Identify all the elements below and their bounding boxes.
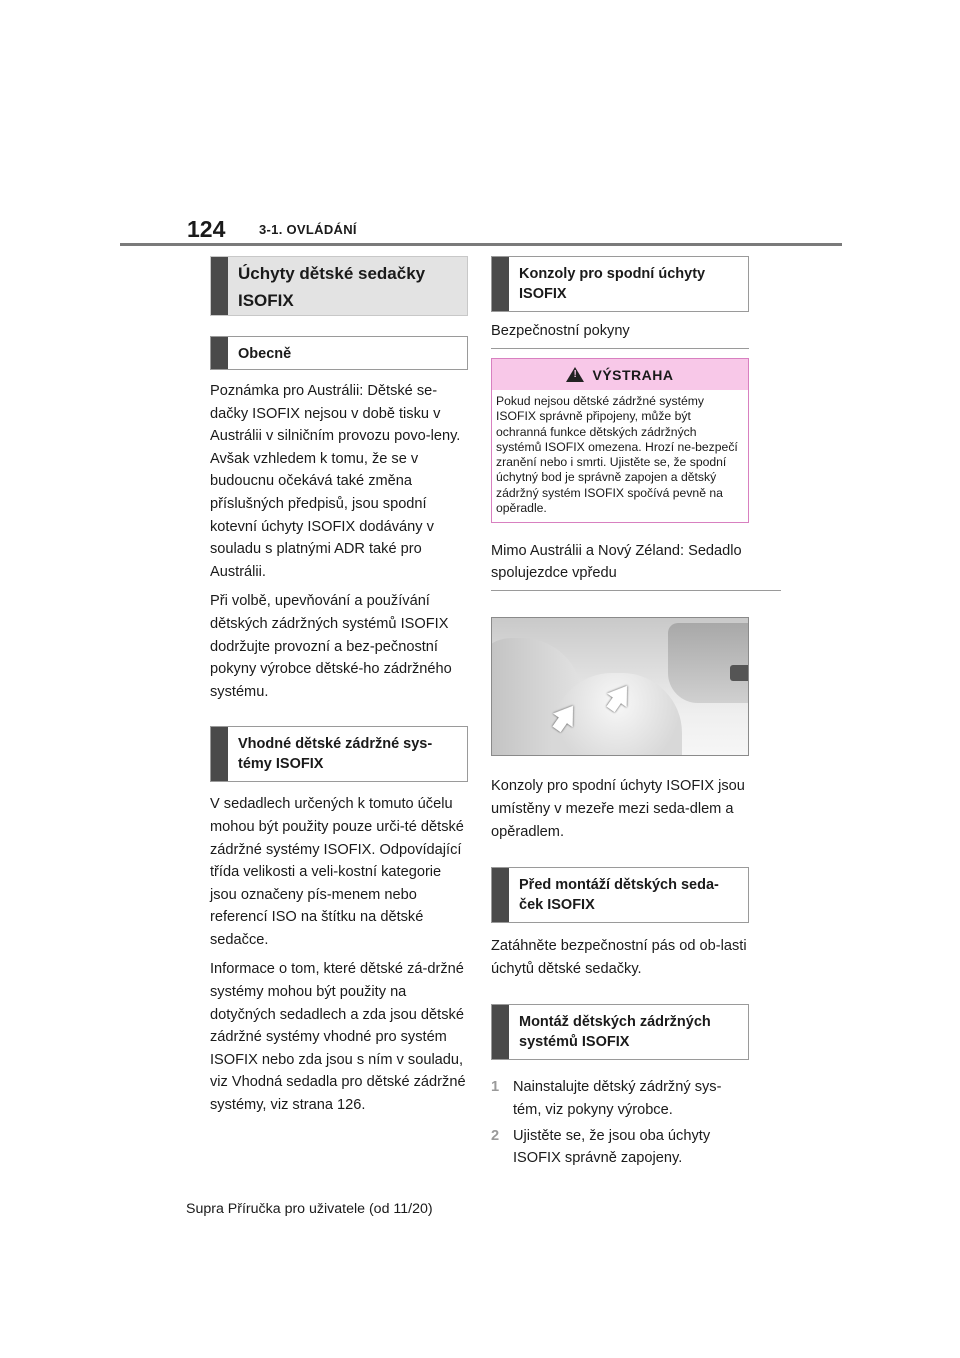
chapter-title: 3-1. OVLÁDÁNÍ	[259, 222, 357, 237]
header-divider	[120, 243, 842, 246]
heading-brackets: Konzoly pro spodní úchyty ISOFIX	[491, 256, 749, 312]
isofix-seat-photo	[491, 617, 749, 756]
footer-text: Supra Příručka pro uživatele (od 11/20)	[186, 1201, 433, 1217]
photo-caption: Konzoly pro spodní úchyty ISOFIX jsou umístěny v mezeře mezi seda-dlem a opěradlem.	[491, 778, 745, 840]
right-column	[491, 256, 749, 1173]
console-control	[730, 665, 749, 681]
paragraph-usage-instructions: Při volbě, upevňování a používání dětských zádržných systémů ISOFIX dodržujte provozní a bez-pečnostní pokyny výrobce dětské-ho zádržného systému.	[210, 593, 452, 700]
heading-general: Obecně	[210, 336, 468, 370]
left-column	[210, 256, 468, 1117]
step-number: 1	[491, 1079, 500, 1096]
paragraph-australia-note: Poznámka pro Austrálii: Dětské se-dačky ISOFIX nejsou v době tisku v Austrálii v silničním provozu povo-leny. Avšak vzhledem k tomu, že se v budoucnu očekává také změna příslušných předpisů, jsou spodní kotevní úchyty ISOFIX dodávány v souladu s platnými ADR také pro Austrálii.	[210, 383, 461, 580]
center-console	[668, 623, 749, 703]
step-number: 2	[491, 1127, 500, 1144]
warning-triangle-icon	[566, 367, 584, 382]
page-number: 124	[187, 216, 226, 242]
paragraph-before-mounting: Zatáhněte bezpečnostní pás od ob-lasti úchytů dětské sedačky.	[491, 938, 747, 977]
section-title-isofix: Úchyty dětské sedačky ISOFIX	[210, 256, 468, 316]
label-seat-location: Mimo Austrálii a Nový Zéland: Sedadlo spolujezdce vpředu	[491, 535, 781, 591]
label-safety-instructions: Bezpečnostní pokyny	[491, 316, 749, 349]
warning-header	[492, 359, 748, 390]
step-text: Nainstalujte dětský zádržný sys-tém, viz pokyny výrobce.	[513, 1079, 722, 1118]
paragraph-seat-info: Informace o tom, které dětské zá-držné systémy mohou být použity na dotyčných sedadlech a zda jsou dětské zádržné systémy vhodné pro systém ISOFIX nebo zda jsou s ním v souladu, viz Vhodná sedadla pro dětské zádržné systémy, viz strana 126.	[210, 961, 466, 1114]
step-text: Ujistěte se, že jsou oba úchyty ISOFIX správně zapojeny.	[513, 1127, 711, 1167]
warning-box	[491, 358, 749, 523]
heading-suitable-systems: Vhodné dětské zádržné sys-témy ISOFIX	[210, 726, 468, 782]
mounting-steps	[491, 1076, 749, 1169]
heading-mounting: Montáž dětských zádržných systémů ISOFIX	[491, 1004, 749, 1060]
list-item	[491, 1125, 749, 1170]
warning-title: VÝSTRAHA	[592, 366, 674, 383]
warning-text: Pokud nejsou dětské zádržné systémy ISOFIX správně připojeny, může být ochranná funkce dětských zádržných systémů ISOFIX omezena. Hrozí ne-bezpečí zranění nebo i smrti. Ujistěte se, že spodní úchytný bod je správně zapojen a dětský zádržný systém ISOFIX spočívá pevně na opěradle.	[496, 394, 738, 516]
paragraph-suitable-systems: V sedadlech určených k tomuto účelu mohou být použity pouze urči-té dětské zádržné systémy ISOFIX. Odpovídající třída velikosti a veli-kostní kategorie jsou označeny pís-menem nebo referencí ISO na štítku na dětské sedačce.	[210, 796, 464, 948]
heading-before-mounting: Před montáží dětských seda-ček ISOFIX	[491, 867, 749, 923]
list-item	[491, 1076, 749, 1121]
